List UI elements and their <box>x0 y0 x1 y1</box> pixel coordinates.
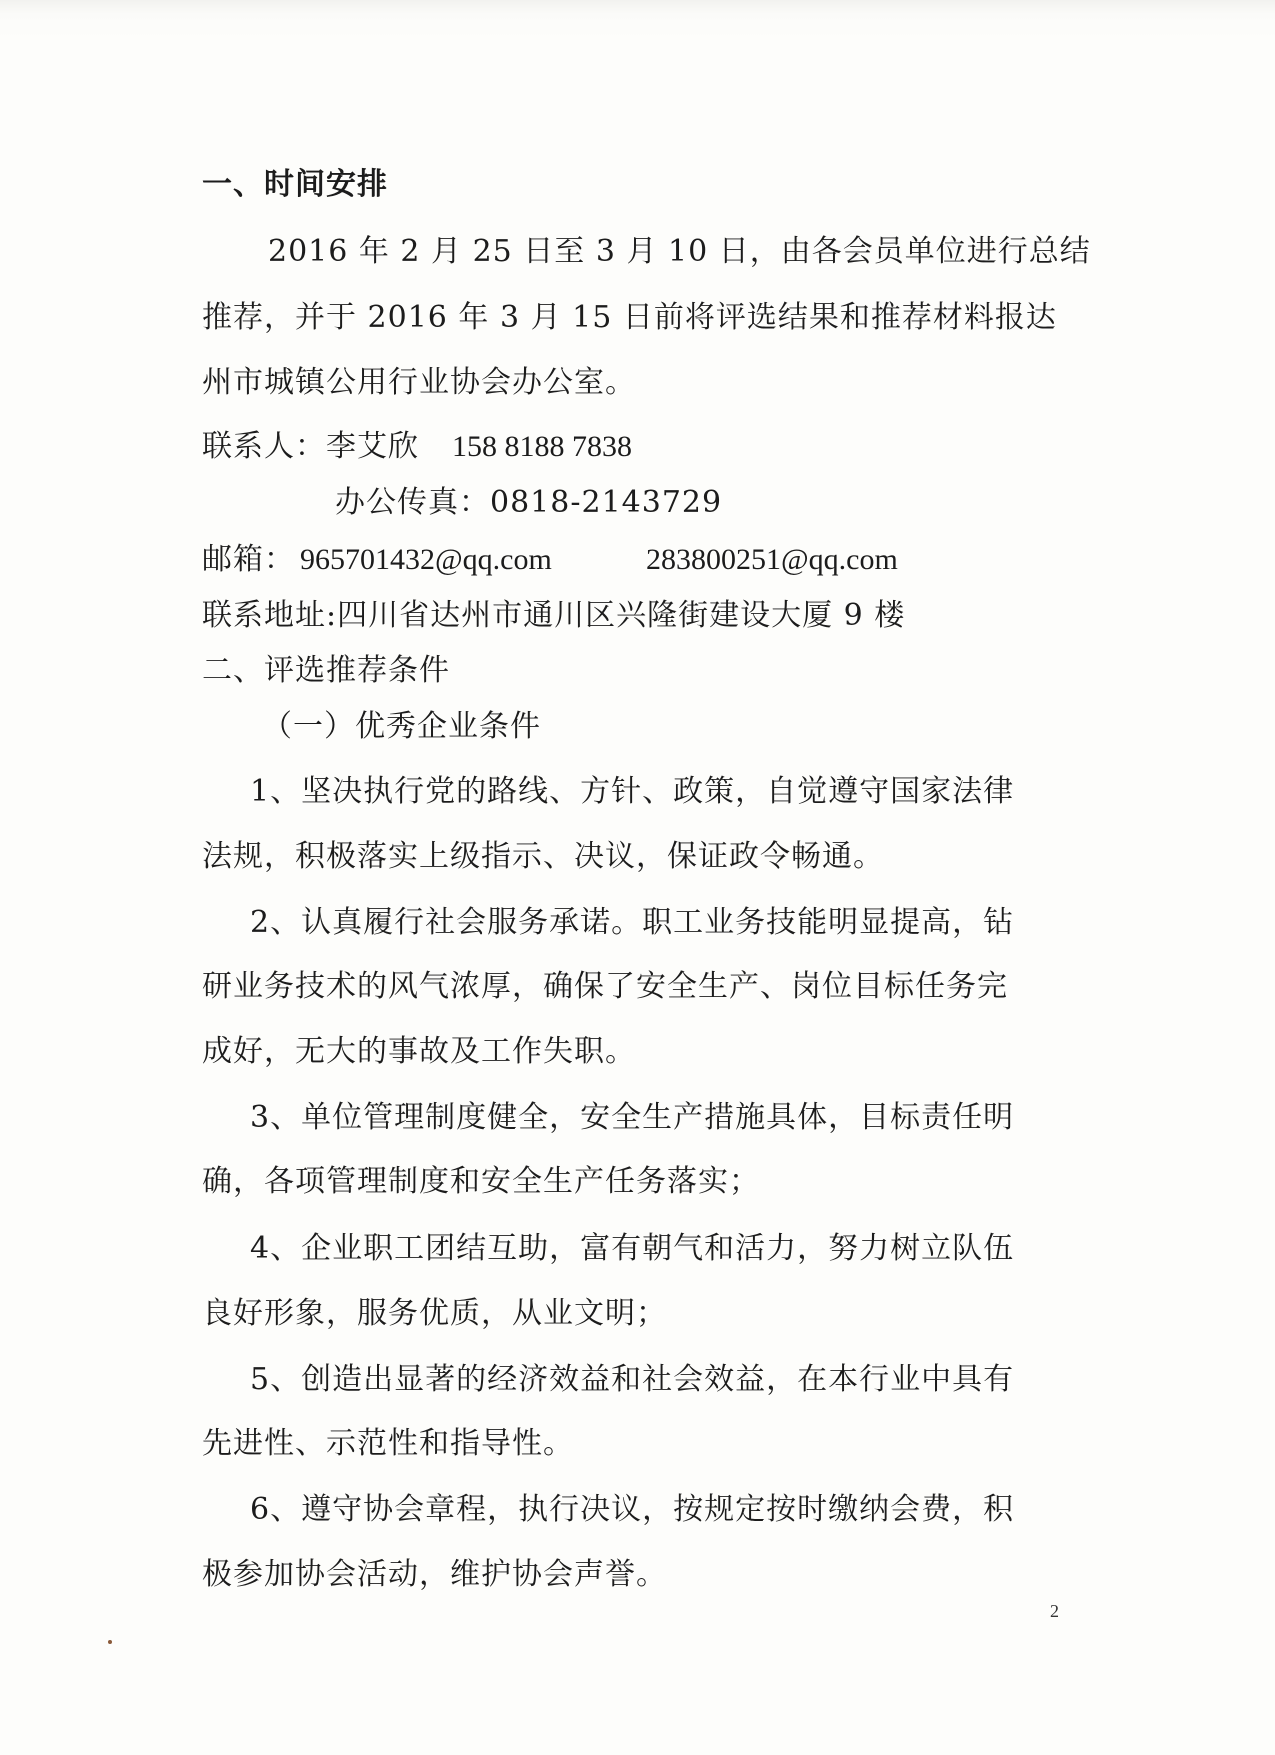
subheading-excellent-enterprise: （一）优秀企业条件 <box>262 709 541 744</box>
schedule-line-2: 推荐，并于 2016 年 3 月 15 日前将评选结果和推荐材料报达 <box>202 300 1057 335</box>
condition-2-line-3: 成好，无大的事故及工作失职。 <box>202 1034 636 1069</box>
condition-6-line-1: 6、遵守协会章程，执行决议，按规定按时缴纳会费，积 <box>250 1492 1015 1527</box>
page-number: 2 <box>1050 1601 1059 1621</box>
schedule-line-3: 州市城镇公用行业协会办公室。 <box>202 365 636 400</box>
email-address-1: 965701432@qq.com <box>300 543 552 576</box>
condition-4-line-1: 4、企业职工团结互助，富有朝气和活力，努力树立队伍 <box>250 1231 1015 1266</box>
condition-5-line-2: 先进性、示范性和指导性。 <box>202 1426 574 1461</box>
condition-2-line-2: 研业务技术的风气浓厚，确保了安全生产、岗位目标任务完 <box>202 969 1008 1004</box>
condition-5-line-1: 5、创造出显著的经济效益和社会效益，在本行业中具有 <box>250 1362 1015 1397</box>
contact-fax: 办公传真：0818-2143729 <box>335 485 723 520</box>
condition-4-line-2: 良好形象，服务优质，从业文明； <box>202 1296 667 1331</box>
condition-6-line-2: 极参加协会活动，维护协会声誉。 <box>202 1557 667 1592</box>
contact-phone: 158 8188 7838 <box>452 430 632 463</box>
section-heading-schedule: 一、时间安排 <box>202 167 388 202</box>
condition-1-line-2: 法规，积极落实上级指示、决议，保证政令畅通。 <box>202 839 884 874</box>
condition-1-line-1: 1、坚决执行党的路线、方针、政策，自觉遵守国家法律 <box>250 774 1015 809</box>
contact-address: 联系地址:四川省达州市通川区兴隆街建设大厦 9 楼 <box>202 598 906 633</box>
condition-2-line-1: 2、认真履行社会服务承诺。职工业务技能明显提高，钻 <box>250 905 1015 940</box>
condition-3-line-1: 3、单位管理制度健全，安全生产措施具体，目标责任明 <box>250 1100 1015 1135</box>
schedule-line-1: 2016 年 2 月 25 日至 3 月 10 日，由各会员单位进行总结 <box>268 234 1091 269</box>
email-label: 邮箱： <box>202 542 295 577</box>
email-address-2: 283800251@qq.com <box>646 543 898 576</box>
contact-person-label: 联系人：李艾欣 <box>202 429 419 464</box>
scan-speck <box>108 1640 112 1644</box>
condition-3-line-2: 确，各项管理制度和安全生产任务落实； <box>202 1164 760 1199</box>
section-heading-criteria: 二、评选推荐条件 <box>202 653 450 688</box>
